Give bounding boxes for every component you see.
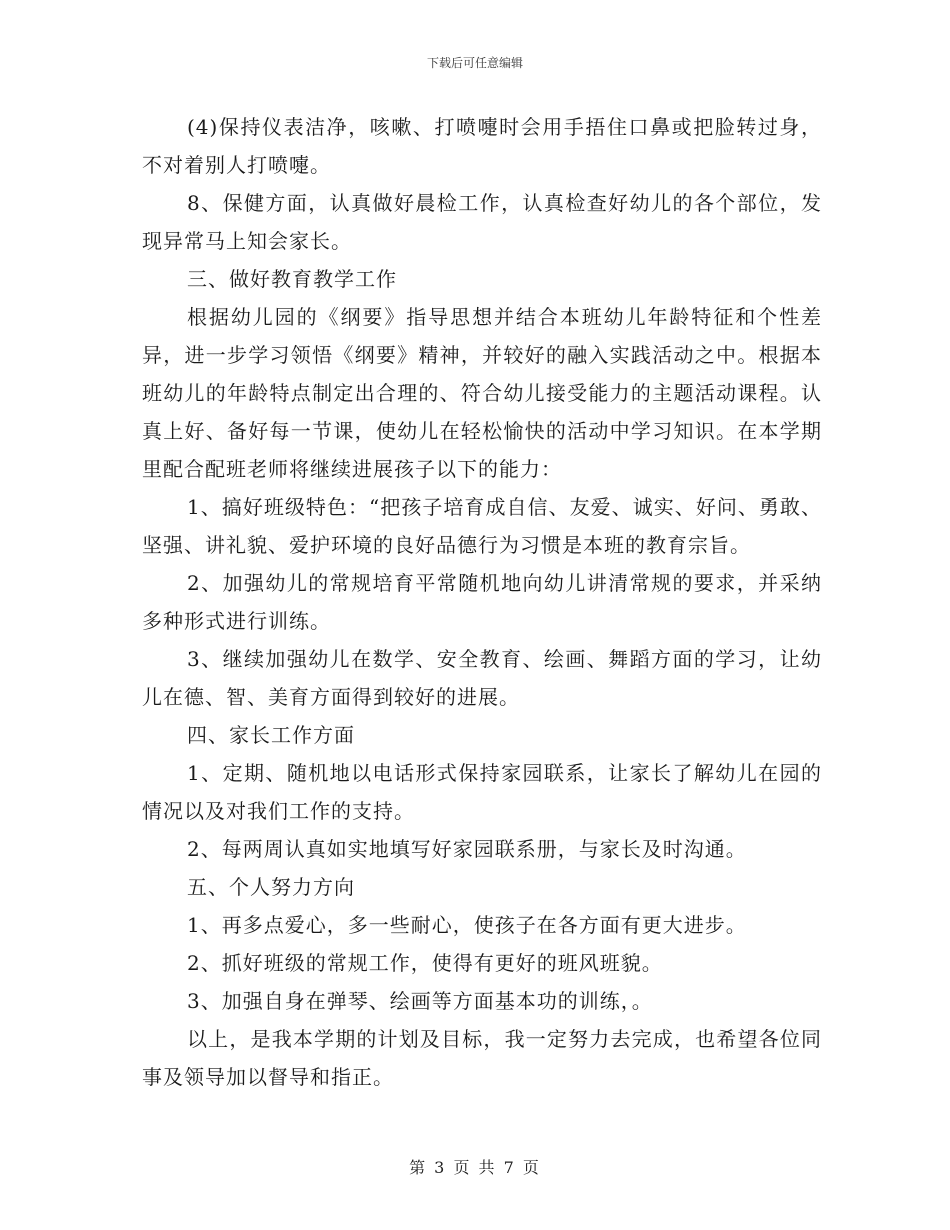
document-body [142,108,822,1096]
paragraph: 8、保健方面，认真做好晨检工作，认真检查好幼儿的各个部位，发现异常马上知会家长。 [142,191,822,253]
page-header: 下载后可任意编辑 [426,56,523,70]
paragraph: 2、加强幼儿的常规培育平常随机地向幼儿讲清常规的要求，并采纳多种形式进行训练。 [142,571,822,633]
page-number: 第 3 页 共 7 页 [409,1158,541,1177]
paragraph: 3、加强自身在弹琴、绘画等方面基本功的训练，。 [187,989,653,1013]
paragraph: 以上，是我本学期的计划及目标，我一定努力去完成，也希望各位同事及领导加以督导和指正。 [142,1027,822,1089]
paragraph: 2、抓好班级的常规工作，使得有更好的班风班貌。 [187,951,663,975]
section-heading: 三、做好教育教学工作 [187,267,397,291]
paragraph: 1、再多点爱心，多一些耐心，使孩子在各方面有更大进步。 [187,913,747,937]
paragraph: 1、搞好班级特色：“把孩子培育成自信、友爱、诚实、好问、勇敢、坚强、讲礼貌、爱护环境的良好品德行为习惯是本班的教育宗旨。 [142,495,822,557]
paragraph: (4)保持仪表洁净，咳嗽、打喷嚏时会用手捂住口鼻或把脸转过身，不对着别人打喷嚏。 [142,115,822,177]
section-heading: 四、家长工作方面 [187,723,355,747]
paragraph: 1、定期、随机地以电话形式保持家园联系，让家长了解幼儿在园的情况以及对我们工作的支持。 [142,761,822,823]
paragraph: 3、继续加强幼儿在数学、安全教育、绘画、舞蹈方面的学习，让幼儿在德、智、美育方面得到较好的进展。 [142,647,822,709]
paragraph: 根据幼儿园的《纲要》指导思想并结合本班幼儿年龄特征和个性差异，进一步学习领悟《纲要》精神，并较好的融入实践活动之中。根据本班幼儿的年龄特点制定出合理的、符合幼儿接受能力的主题活动课程。认真上好、备好每一节课，使幼儿在轻松愉快的活动中学习知识。在本学期里配合配班老师将继续进展孩子以下的能力： [142,305,822,481]
paragraph: 2、每两周认真如实地填写好家园联系册，与家长及时沟通。 [187,837,747,861]
section-heading: 五、个人努力方向 [187,875,355,899]
